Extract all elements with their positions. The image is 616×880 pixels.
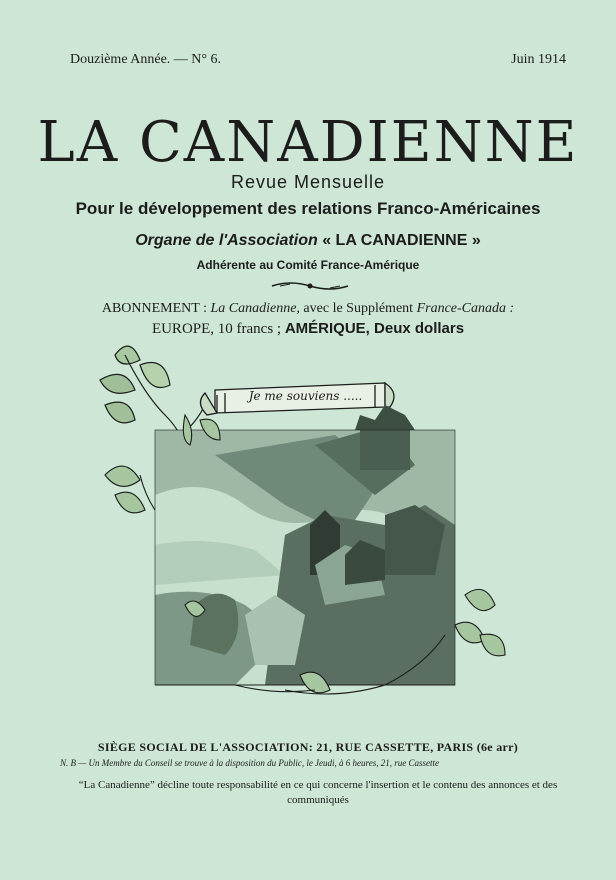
headquarters-address: SIÈGE SOCIAL DE L'ASSOCIATION: 21, RUE CASSETTE, PARIS (6e arr) <box>97 740 519 754</box>
castle-landscape <box>155 405 455 685</box>
supplement-name: France-Canada : <box>416 301 515 316</box>
publication-name: La Canadienne, <box>210 301 300 316</box>
organe-prefix: Organe de l'Association <box>135 232 318 249</box>
organe-name: « LA CANADIENNE » <box>322 232 481 249</box>
disclaimer-text: “La Canadienne” décline toute responsabilité en ce qui concerne l'insertion et le contenu des annonces et des communiqués <box>78 779 558 806</box>
edition-number: Douzième Année. — N° 6. <box>70 52 222 67</box>
nota-bene: N. B — Un Membre du Conseil se trouve à la disposition du Public, le Jeudi, à 6 heures, 21, rue Cassette <box>60 758 439 768</box>
masthead-tagline: Pour le développement des relations Franco-Américaines <box>75 199 541 218</box>
motto-banner-text: Je me souviens ..... <box>248 389 363 403</box>
adherente-line: Adhérente au Comité France-Amérique <box>196 258 420 272</box>
subscription-label: ABONNEMENT : <box>101 301 207 316</box>
issue-date: Juin 1914 <box>511 52 566 67</box>
masthead-subtitle: Revue Mensuelle <box>230 172 386 192</box>
issue-info <box>70 52 566 68</box>
ornament-divider <box>270 280 350 292</box>
masthead-title: LA CANADIENNE <box>37 110 579 175</box>
price-europe: EUROPE, 10 francs ; <box>151 321 282 337</box>
organe-line <box>0 232 616 250</box>
subscription-mid: avec le Supplément <box>303 301 414 316</box>
subscription-line <box>0 301 616 317</box>
price-amerique: AMÉRIQUE, Deux dollars <box>284 320 465 337</box>
